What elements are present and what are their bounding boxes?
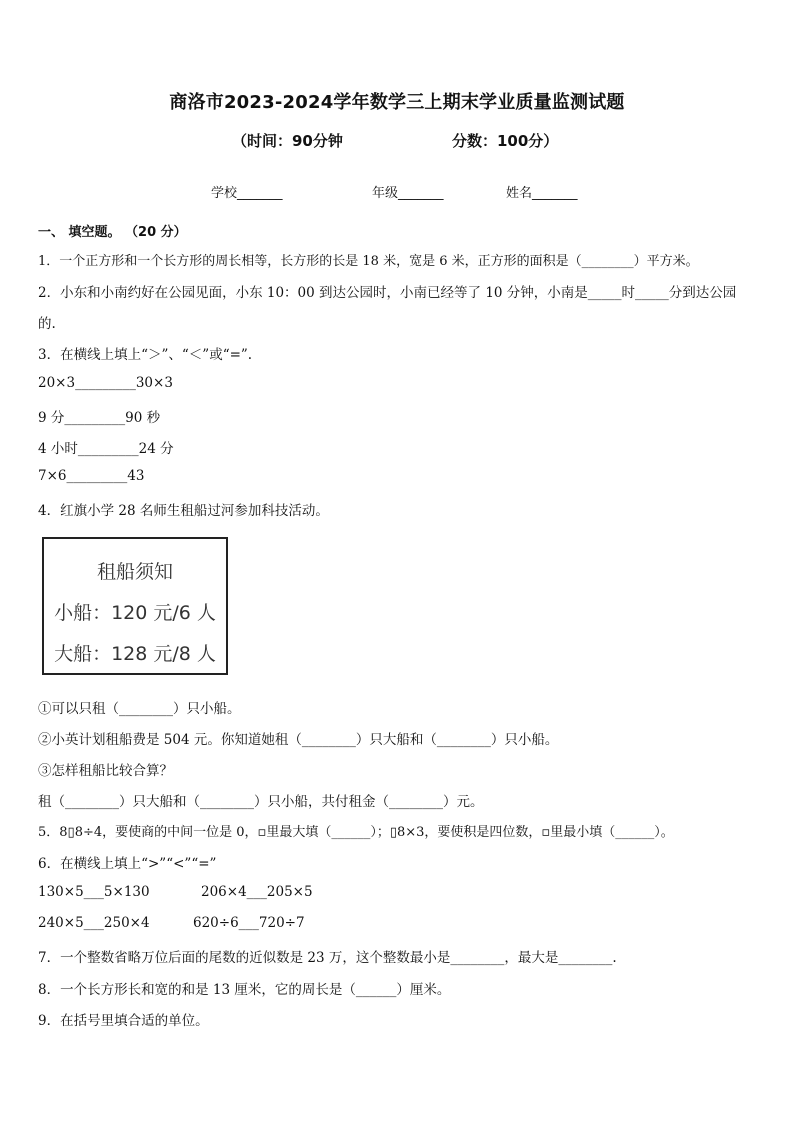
question-3-item: 7×6_________43 bbox=[38, 468, 145, 484]
name-field: 姓名_______ bbox=[506, 186, 578, 201]
question-4-sub3-answer: 租（________）只大船和（________）只小船，共付租金（________）元。 bbox=[38, 794, 484, 810]
boat-rental-notice bbox=[42, 537, 228, 675]
question-3-item: 4 小时_________24 分 bbox=[38, 441, 174, 457]
question-3-item: 20×3_________30×3 bbox=[38, 375, 173, 391]
question-4: 4．红旗小学 28 名师生租船过河参加科技活动。 bbox=[38, 503, 329, 519]
question-6-expr: 620÷6___720÷7 bbox=[193, 915, 305, 931]
question-6-expr: 240×5___250×4 bbox=[38, 915, 150, 931]
section-heading: 一、 填空题。 （20 分） bbox=[38, 225, 187, 240]
question-4-sub1: ①可以只租（________）只小船。 bbox=[38, 701, 241, 717]
question-9: 9．在括号里填合适的单位。 bbox=[38, 1013, 209, 1029]
question-3: 3．在横线上填上“＞”、“＜”或“=”. bbox=[38, 347, 253, 363]
exam-time: （时间：90分钟 bbox=[232, 132, 343, 150]
question-3-item: 9 分_________90 秒 bbox=[38, 410, 161, 426]
notice-heading: 租船须知 bbox=[96, 561, 173, 583]
school-field: 学校_______ bbox=[211, 186, 283, 201]
large-boat-price: 大船：128 元/8 人 bbox=[54, 643, 216, 665]
question-6-expr: 130×5___5×130 bbox=[38, 884, 150, 900]
small-boat-price: 小船：120 元/6 人 bbox=[54, 602, 216, 624]
question-8: 8．一个长方形长和宽的和是 13 厘米，它的周长是（______）厘米。 bbox=[38, 982, 451, 998]
exam-score: 分数：100分） bbox=[452, 132, 559, 150]
question-2-cont: 的. bbox=[38, 316, 56, 332]
question-7: 7．一个整数省略万位后面的尾数的近似数是 23 万，这个整数最小是________，最大是________. bbox=[38, 950, 617, 966]
question-1: 1．一个正方形和一个长方形的周长相等，长方形的长是 18 米，宽是 6 米，正方形的面积是（________）平方米。 bbox=[38, 254, 699, 269]
question-5: 5．8▯8÷4，要使商的中间一位是 0，▫里最大填（______）；▯8×3，要使积是四位数，▫里最小填（______）。 bbox=[38, 825, 674, 840]
grade-field: 年级_______ bbox=[372, 186, 444, 201]
page-title: 商洛市2023-2024学年数学三上期末学业质量监测试题 bbox=[169, 92, 625, 113]
question-6: 6．在横线上填上“>”“<”“=” bbox=[38, 856, 217, 872]
question-2: 2．小东和小南约好在公园见面，小东 10：00 到达公园时，小南已经等了 10 分钟，小南是_____时_____分到达公园 bbox=[38, 285, 737, 301]
question-4-sub2: ②小英计划租船费是 504 元。你知道她租（________）只大船和（________）只小船。 bbox=[38, 732, 559, 748]
question-6-expr: 206×4___205×5 bbox=[201, 884, 313, 900]
question-4-sub3: ③怎样租船比较合算？ bbox=[38, 763, 173, 779]
